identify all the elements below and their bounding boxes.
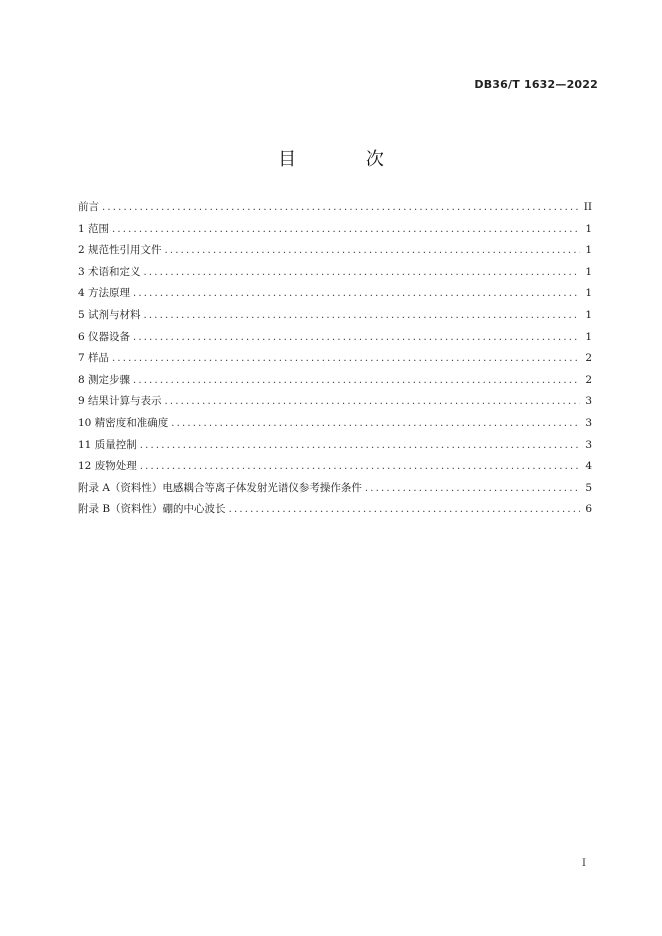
- toc-entry-reagents-materials[interactable]: [78, 307, 592, 329]
- toc-leader-dots: [165, 394, 580, 410]
- toc-leader-dots: [112, 222, 580, 238]
- toc-leader-dots: [144, 308, 580, 324]
- toc-entry-page: 1: [585, 265, 592, 278]
- toc-entry-scope[interactable]: [78, 221, 592, 243]
- toc-entry-procedure[interactable]: [78, 372, 592, 394]
- toc-entry-appendix-a[interactable]: [78, 480, 592, 502]
- toc-entry-appendix-b[interactable]: [78, 501, 592, 523]
- toc-entry-page: 5: [585, 481, 592, 494]
- toc-entry-page: 4: [585, 460, 592, 473]
- toc-entry-label: 6 仪器设备: [78, 329, 133, 345]
- page-number: I: [582, 858, 586, 869]
- toc-entry-calculation[interactable]: [78, 393, 592, 415]
- toc-entry-normative-references[interactable]: [78, 242, 592, 264]
- toc-entry-quality-control[interactable]: [78, 437, 592, 459]
- toc-leader-dots: [133, 286, 580, 302]
- toc-entry-page: 6: [585, 503, 592, 516]
- toc-leader-dots: [171, 416, 580, 432]
- toc-leader-dots: [133, 373, 580, 389]
- toc-leader-dots: [133, 330, 580, 346]
- toc-leader-dots: [365, 481, 580, 497]
- toc-entry-label: 8 测定步骤: [78, 372, 133, 388]
- toc-entry-page: 3: [585, 395, 592, 408]
- toc-entry-method-principle[interactable]: [78, 285, 592, 307]
- page-title: 目 次: [278, 149, 416, 170]
- toc-entry-label: 附录 A（资料性）电感耦合等离子体发射光谱仪参考操作条件: [78, 480, 365, 496]
- toc-entry-label: 11 质量控制: [78, 437, 140, 453]
- toc-entry-page: 3: [585, 416, 592, 429]
- toc-leader-dots: [144, 265, 580, 281]
- toc-entry-page: 1: [585, 222, 592, 235]
- toc-leader-dots: [140, 459, 580, 475]
- toc-entry-page: II: [583, 201, 592, 213]
- toc-entry-page: 1: [585, 308, 592, 321]
- toc-entry-page: 1: [585, 244, 592, 257]
- table-of-contents: [78, 199, 592, 523]
- toc-entry-label: 7 样品: [78, 350, 112, 366]
- toc-entry-label: 9 结果计算与表示: [78, 393, 165, 409]
- toc-leader-dots: [102, 200, 580, 216]
- toc-entry-page: 2: [585, 352, 592, 365]
- toc-entry-label: 12 废物处理: [78, 458, 140, 474]
- toc-leader-dots: [165, 243, 580, 259]
- toc-entry-label: 2 规范性引用文件: [78, 242, 165, 258]
- toc-entry-label: 附录 B（资料性）硼的中心波长: [78, 501, 229, 517]
- toc-entry-label: 10 精密度和准确度: [78, 415, 171, 431]
- toc-entry-page: 1: [585, 330, 592, 343]
- toc-entry-waste-disposal[interactable]: [78, 458, 592, 480]
- toc-entry-label: 4 方法原理: [78, 285, 133, 301]
- toc-leader-dots: [112, 351, 580, 367]
- document-code: DB36/T 1632—2022: [474, 78, 598, 91]
- toc-entry-page: 1: [585, 287, 592, 300]
- toc-entry-foreword[interactable]: [78, 199, 592, 221]
- toc-entry-instruments[interactable]: [78, 329, 592, 351]
- toc-entry-page: 3: [585, 438, 592, 451]
- toc-entry-label: 5 试剂与材料: [78, 307, 144, 323]
- toc-entry-terms-definitions[interactable]: [78, 264, 592, 286]
- toc-leader-dots: [229, 502, 580, 518]
- toc-leader-dots: [140, 438, 580, 454]
- toc-entry-samples[interactable]: [78, 350, 592, 372]
- toc-entry-page: 2: [585, 373, 592, 386]
- toc-entry-label: 3 术语和定义: [78, 264, 144, 280]
- toc-entry-label: 前言: [78, 199, 102, 215]
- toc-entry-precision-accuracy[interactable]: [78, 415, 592, 437]
- toc-entry-label: 1 范围: [78, 221, 112, 237]
